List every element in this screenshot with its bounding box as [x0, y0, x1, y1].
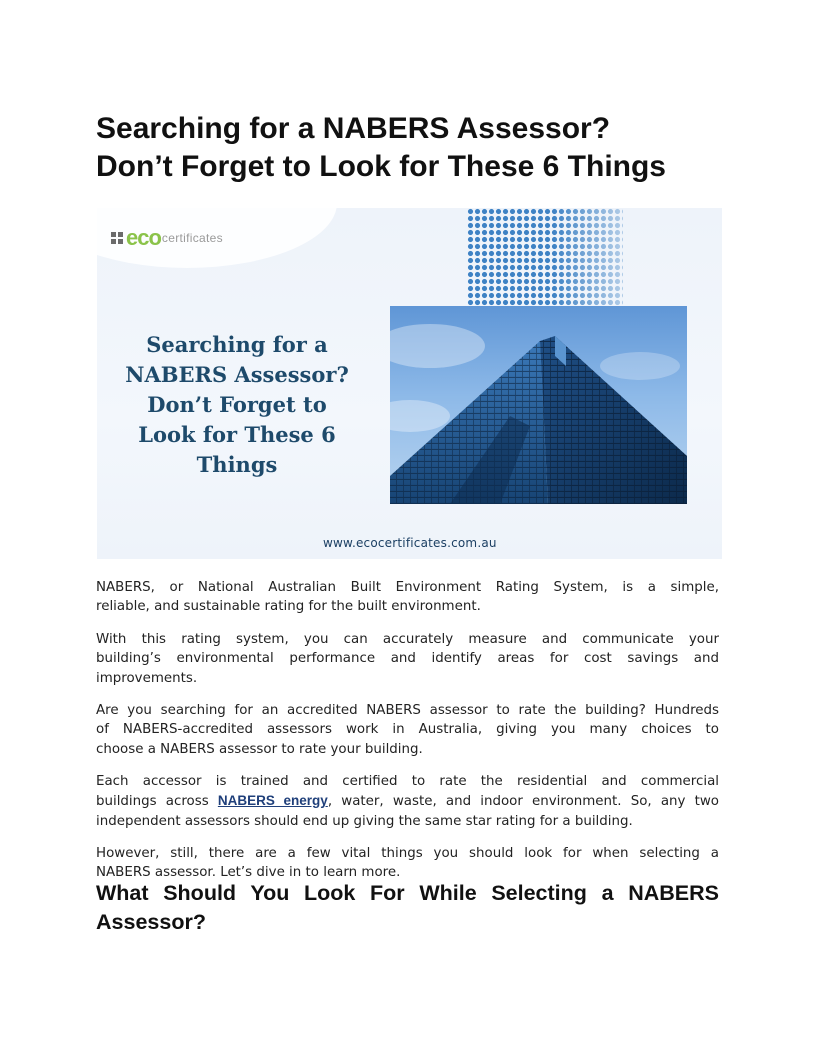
banner-heading-line: Don’t Forget to — [147, 392, 327, 417]
paragraph-line: independent assessors should end up giving the same star rating for a building. — [96, 813, 633, 829]
text-after-link: , water, waste, and indoor environment. So, any two — [327, 794, 719, 810]
banner-website-url: www.ecocertificates.com.au — [323, 536, 497, 550]
paragraph-line: Each accessor is trained and certified to rate the residential and commercial — [96, 774, 719, 789]
logo-eco-text: eco — [126, 225, 161, 250]
banner-heading-line: Look for These 6 — [138, 422, 336, 447]
paragraph-line: NABERS, or National Australian Built Environment Rating System, is a simple, — [96, 580, 719, 595]
hero-banner-image — [97, 208, 722, 559]
paragraph-line: of NABERS-accredited assessors work in Australia, giving you many choices to — [96, 722, 719, 738]
paragraph-line-with-link — [96, 791, 719, 811]
section-heading — [96, 879, 719, 937]
text-before-link: buildings across — [96, 794, 218, 810]
paragraph-line: reliable, and sustainable rating for the built environment. — [96, 599, 481, 615]
paragraph-line: improvements. — [96, 670, 198, 686]
paragraph-rating-system — [96, 630, 719, 688]
page-title-line-2: Don’t Forget to Look for These 6 Things — [96, 150, 666, 183]
page-title — [96, 110, 736, 186]
paragraph-line: NABERS assessor. Let’s dive in to learn more. — [96, 865, 401, 881]
logo-certificates-text: certificates — [161, 231, 223, 245]
dot-pattern-decoration — [467, 208, 623, 306]
paragraph-searching — [96, 701, 719, 759]
banner-heading-line: Searching for a — [146, 332, 328, 357]
paragraph-accessor — [96, 772, 719, 831]
banner-heading — [117, 330, 357, 480]
banner-heading-line: NABERS Assessor? — [125, 362, 349, 387]
paragraph-intro — [96, 578, 719, 617]
skyscraper-photo — [390, 306, 687, 504]
paragraph-line: With this rating system, you can accurately measure and communicate your — [96, 632, 719, 647]
section-heading-line-1: What Should You Look For While Selecting a NABERS — [96, 881, 719, 905]
eco-certificates-logo — [111, 225, 223, 250]
nabers-energy-link[interactable]: NABERS energy — [217, 793, 328, 809]
logo-mark-icon — [111, 232, 123, 244]
page-title-line-1: Searching for a NABERS Assessor? — [96, 112, 611, 145]
banner-heading-line: Things — [196, 452, 278, 477]
paragraph-line: choose a NABERS assessor to rate your building. — [96, 741, 423, 757]
paragraph-line: Are you searching for an accredited NABERS assessor to rate the building? Hundreds — [96, 703, 719, 718]
paragraph-line: building’s environmental performance and identify areas for cost savings and — [96, 651, 719, 667]
paragraph-line: However, still, there are a few vital things you should look for when selecting a — [96, 846, 719, 861]
paragraph-however — [96, 844, 719, 883]
section-heading-line-2: Assessor? — [96, 910, 206, 934]
